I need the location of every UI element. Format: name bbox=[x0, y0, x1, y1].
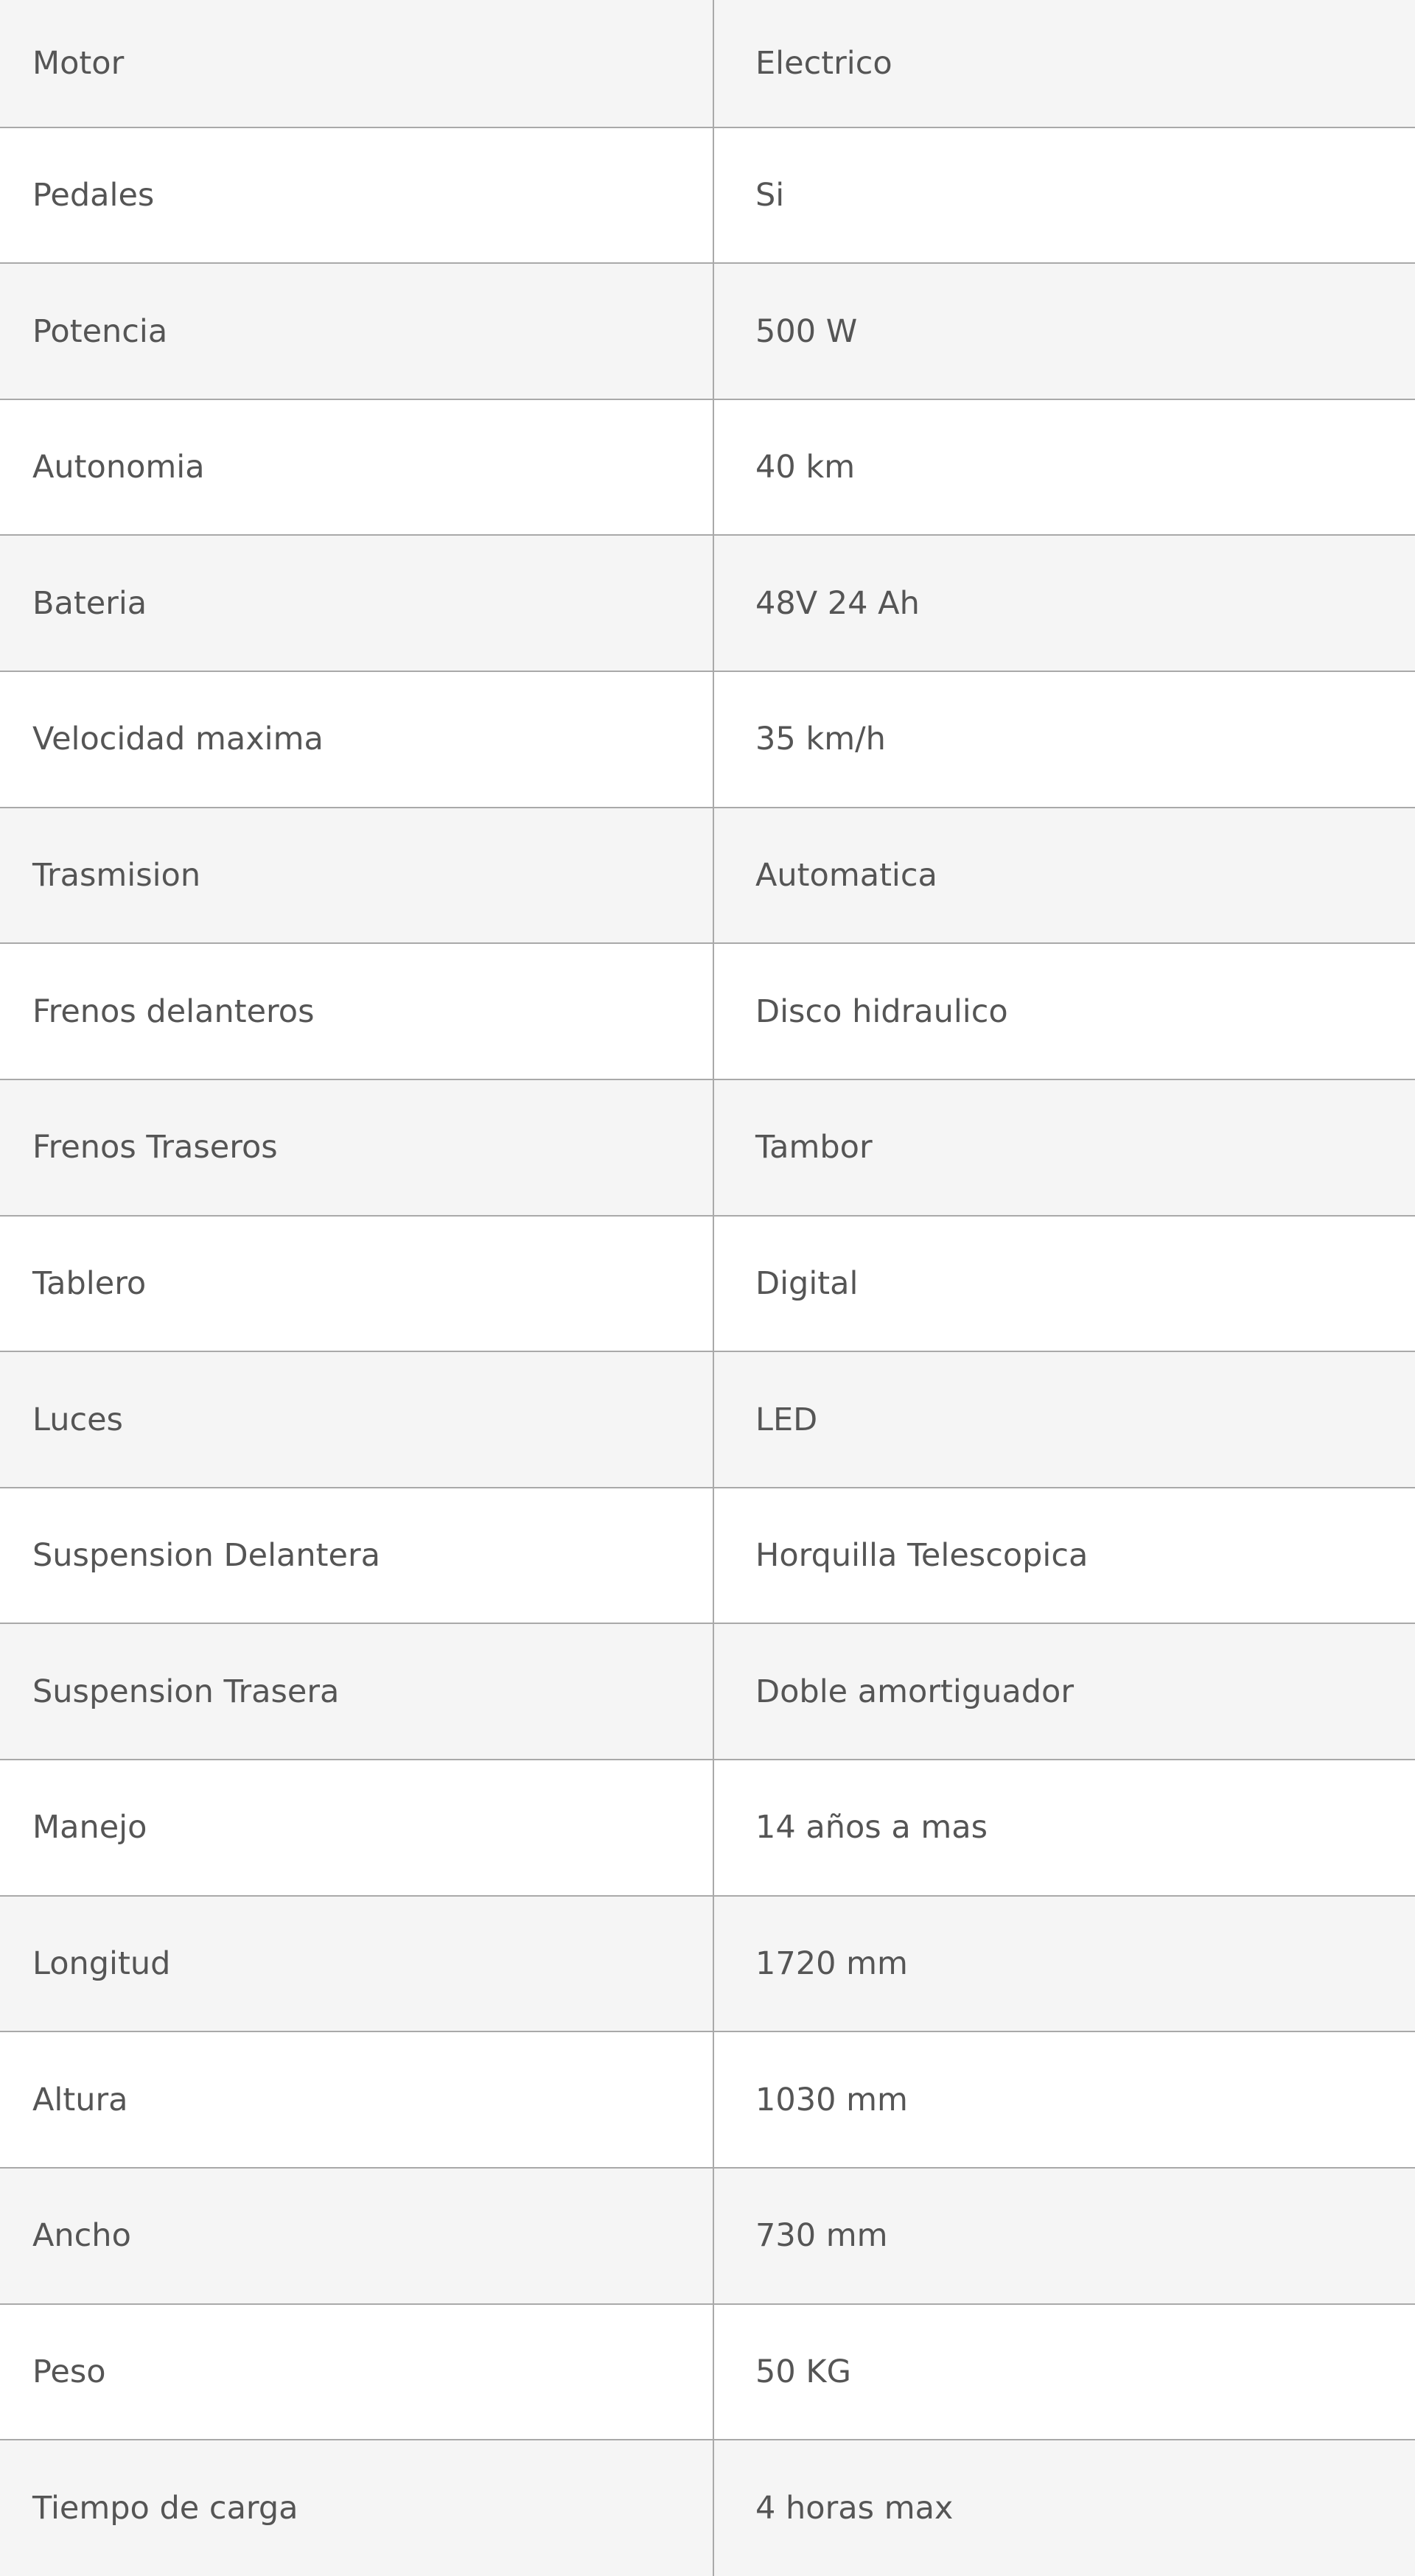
table-row bbox=[0, 2440, 1415, 2576]
table-row bbox=[0, 535, 1415, 671]
spec-value: Disco hidraulico bbox=[713, 943, 1415, 1079]
spec-value: Si bbox=[713, 127, 1415, 264]
spec-label: Longitud bbox=[0, 1896, 713, 2032]
spec-value: Digital bbox=[713, 1216, 1415, 1352]
spec-value: Automatica bbox=[713, 808, 1415, 944]
table-row bbox=[0, 1896, 1415, 2032]
table-row bbox=[0, 399, 1415, 536]
spec-label: Potencia bbox=[0, 263, 713, 399]
spec-label: Tiempo de carga bbox=[0, 2440, 713, 2576]
spec-label: Peso bbox=[0, 2304, 713, 2440]
spec-label: Trasmision bbox=[0, 808, 713, 944]
spec-value: Horquilla Telescopica bbox=[713, 1488, 1415, 1624]
table-row bbox=[0, 1623, 1415, 1760]
spec-label: Velocidad maxima bbox=[0, 671, 713, 808]
spec-value: Doble amortiguador bbox=[713, 1623, 1415, 1760]
spec-value: LED bbox=[713, 1351, 1415, 1488]
spec-value: 40 km bbox=[713, 399, 1415, 536]
table-row bbox=[0, 1488, 1415, 1624]
table-row bbox=[0, 2031, 1415, 2168]
spec-label: Pedales bbox=[0, 127, 713, 264]
table-row bbox=[0, 671, 1415, 808]
spec-label: Bateria bbox=[0, 535, 713, 671]
spec-label: Autonomia bbox=[0, 399, 713, 536]
spec-value: 730 mm bbox=[713, 2168, 1415, 2304]
spec-label: Suspension Delantera bbox=[0, 1488, 713, 1624]
table-row bbox=[0, 2168, 1415, 2304]
spec-label: Motor bbox=[0, 0, 713, 127]
spec-label: Luces bbox=[0, 1351, 713, 1488]
spec-label: Ancho bbox=[0, 2168, 713, 2304]
table-row bbox=[0, 1079, 1415, 1216]
table-row bbox=[0, 127, 1415, 264]
spec-label: Altura bbox=[0, 2031, 713, 2168]
spec-value: Electrico bbox=[755, 44, 892, 82]
table-row bbox=[0, 0, 1415, 127]
table-row bbox=[0, 943, 1415, 1079]
spec-value: 4 horas max bbox=[713, 2440, 1415, 2576]
spec-value: 500 W bbox=[713, 263, 1415, 399]
table-row bbox=[0, 263, 1415, 399]
spec-label: Frenos Traseros bbox=[0, 1079, 713, 1216]
spec-value: Tambor bbox=[713, 1079, 1415, 1216]
spec-value: 48V 24 Ah bbox=[713, 535, 1415, 671]
table-row bbox=[0, 1760, 1415, 1896]
spec-value: 50 KG bbox=[713, 2304, 1415, 2440]
spec-value: 14 años a mas bbox=[713, 1760, 1415, 1896]
spec-value: 35 km/h bbox=[713, 671, 1415, 808]
spec-label: Frenos delanteros bbox=[0, 943, 713, 1079]
table-row bbox=[0, 1216, 1415, 1352]
spec-value: 1720 mm bbox=[713, 1896, 1415, 2032]
table-row bbox=[0, 2304, 1415, 2440]
spec-label: Suspension Trasera bbox=[0, 1623, 713, 1760]
table-row bbox=[0, 808, 1415, 944]
spec-value: 1030 mm bbox=[713, 2031, 1415, 2168]
spec-label: Tablero bbox=[0, 1216, 713, 1352]
table-row bbox=[0, 1351, 1415, 1488]
spec-label: Manejo bbox=[0, 1760, 713, 1896]
